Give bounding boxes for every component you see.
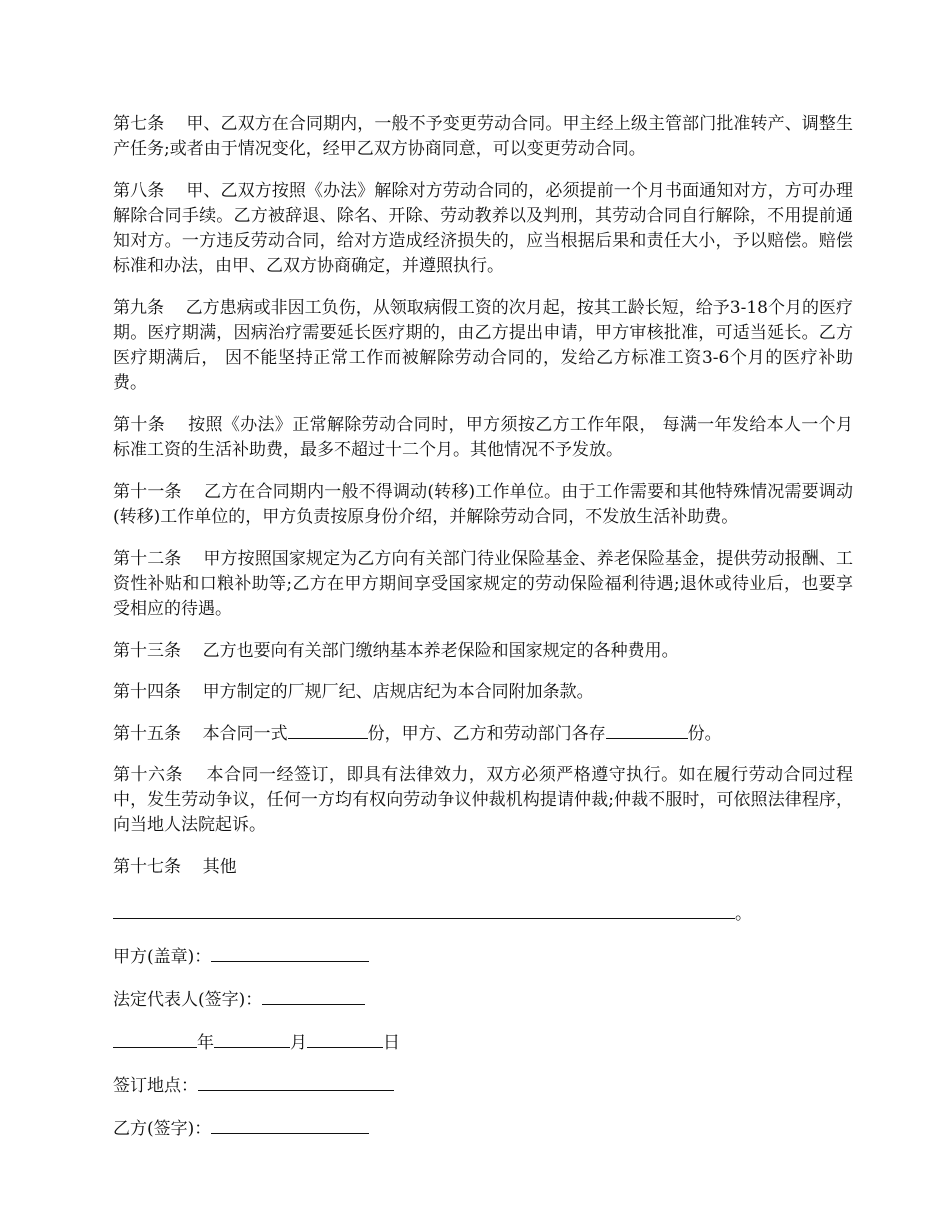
party-b-row xyxy=(113,1116,853,1142)
contract-page xyxy=(113,112,853,1159)
article-10 xyxy=(113,413,853,463)
article-label: 第十条 xyxy=(113,415,166,435)
article-8 xyxy=(113,179,853,279)
article-13 xyxy=(113,639,853,664)
legal-rep-row xyxy=(113,987,853,1013)
article-text: 乙方在合同期内一般不得调动(转移)工作单位。由于工作需要和其他特殊情况需要调动(转移)工作单位的，甲方负责按原身份介绍，并解除劳动合同，不发放生活补助费。 xyxy=(113,482,854,527)
article-14 xyxy=(113,680,853,705)
article-15 xyxy=(113,721,853,747)
article-text: 其他 xyxy=(202,857,237,877)
article-label: 第十三条 xyxy=(113,641,181,661)
article-text: 乙方也要向有关部门缴纳基本养老保险和国家规定的各种费用。 xyxy=(202,641,679,661)
year-blank[interactable] xyxy=(113,1030,197,1048)
article-label: 第十四条 xyxy=(113,682,181,702)
copies-blank[interactable] xyxy=(288,721,368,739)
year-label: 年 xyxy=(197,1033,214,1053)
place-row xyxy=(113,1073,853,1099)
article-11 xyxy=(113,480,853,530)
month-blank[interactable] xyxy=(214,1030,290,1048)
article-label: 第九条 xyxy=(113,298,165,318)
party-a-row xyxy=(113,944,853,970)
other-terms-blank[interactable] xyxy=(113,900,735,919)
article-text: 本合同一经签订，即具有法律效力，双方必须严格遵守执行。如在履行劳动合同过程中，发生劳动争议，任何一方均有权向劳动争议仲裁机构提请仲裁;仲裁不服时，可依照法律程序，向当地人法院起诉。 xyxy=(113,765,854,835)
article-text-part: 本合同一式 xyxy=(202,724,288,744)
place-blank[interactable] xyxy=(198,1073,394,1091)
article-text: 按照《办法》正常解除劳动合同时，甲方须按乙方工作年限， 每满一年发给本人一个月标准工资的生活补助费，最多不超过十二个月。其他情况不予发放。 xyxy=(113,415,854,460)
article-text-part: 份，甲方、乙方和劳动部门各存 xyxy=(367,724,606,744)
legal-rep-signature-blank[interactable] xyxy=(262,987,365,1005)
article-text: 甲方按照国家规定为乙方向有关部门待业保险基金、养老保险基金，提供劳动报酬、工资性补贴和口粮补助等;乙方在甲方期间享受国家规定的劳动保险福利待遇;退休或待业后，也要享受相应的待遇。 xyxy=(113,549,854,619)
day-blank[interactable] xyxy=(307,1030,383,1048)
copies-each-blank[interactable] xyxy=(606,721,688,739)
article-9 xyxy=(113,296,853,396)
article-17 xyxy=(113,855,853,880)
article-text: 甲、乙双方按照《办法》解除对方劳动合同的，必须提前一个月书面通知对方，方可办理解除合同手续。乙方被辞退、除名、开除、劳动教养以及判刑，其劳动合同自行解除，不用提前通知对方。一方违反劳动合同，给对方造成经济损失的，应当根据后果和责任大小，予以赔偿。赔偿标准和办法，由甲、乙双方协商确定，并遵照执行。 xyxy=(113,181,854,276)
article-label: 第八条 xyxy=(113,181,165,201)
article-text: 甲、乙双方在合同期内，一般不予变更劳动合同。甲主经上级主管部门批准转产、调整生产任务;或者由于情况变化，经甲乙双方协商同意，可以变更劳动合同。 xyxy=(113,114,854,159)
article-text-part: 份。 xyxy=(687,724,722,744)
party-b-signature-blank[interactable] xyxy=(211,1116,369,1134)
party-a-seal-blank[interactable] xyxy=(211,944,369,962)
article-label: 第十七条 xyxy=(113,857,181,877)
place-label: 签订地点： xyxy=(113,1076,198,1096)
day-label: 日 xyxy=(383,1033,400,1053)
article-text: 乙方患病或非因工负伤，从领取病假工资的次月起，按其工龄长短，给予3-18个月的医疗期。医疗期满，因病治疗需要延长医疗期的，由乙方提出申请，甲方审核批准，可适当延长。乙方医疗期满后， 因不能坚持正常工作而被解除劳动合同的，发给乙方标准工资3-6个月的医疗补助费。 xyxy=(113,298,853,393)
line-end-mark: 。 xyxy=(735,904,752,924)
article-label: 第十二条 xyxy=(113,549,182,569)
article-label: 第七条 xyxy=(113,114,165,134)
article-label: 第十五条 xyxy=(113,724,181,744)
article-16 xyxy=(113,763,853,838)
date-row xyxy=(113,1030,853,1056)
other-terms-line xyxy=(113,900,853,927)
article-7 xyxy=(113,112,853,162)
article-label: 第十六条 xyxy=(113,765,183,785)
article-text: 甲方制定的厂规厂纪、店规店纪为本合同附加条款。 xyxy=(202,682,594,702)
article-label: 第十一条 xyxy=(113,482,182,502)
party-b-label: 乙方(签字)： xyxy=(113,1119,212,1139)
legal-rep-label: 法定代表人(签字)： xyxy=(113,990,263,1010)
month-label: 月 xyxy=(290,1033,307,1053)
article-12 xyxy=(113,547,853,622)
party-a-label: 甲方(盖章)： xyxy=(113,947,212,967)
